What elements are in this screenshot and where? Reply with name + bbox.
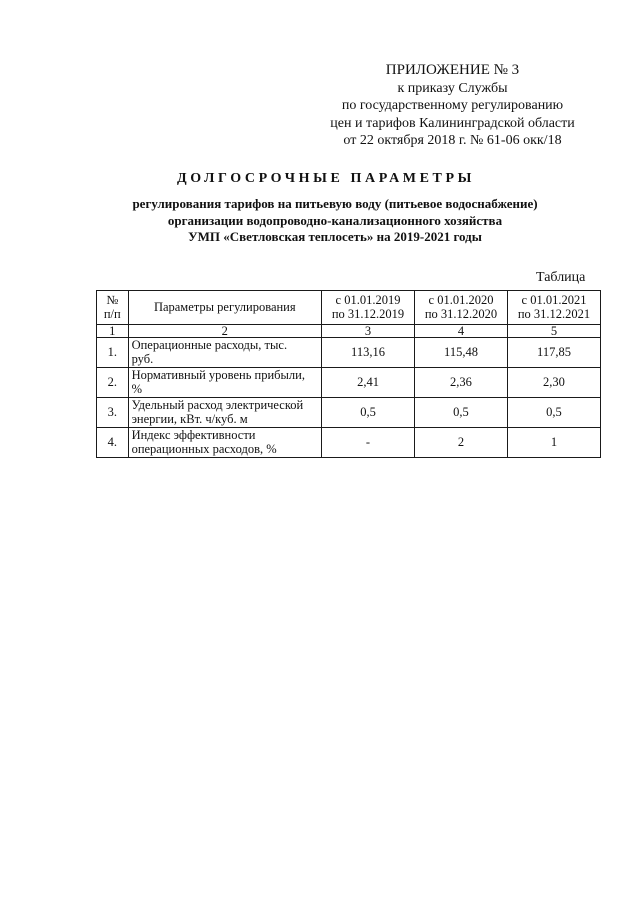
row-number: 4. — [97, 428, 129, 458]
header-period-2020 — [415, 291, 508, 325]
row-number: 1. — [97, 338, 129, 368]
value-2020: 2,36 — [415, 368, 508, 398]
value-2019: - — [322, 428, 415, 458]
appendix-block — [300, 62, 605, 150]
value-2020: 0,5 — [415, 398, 508, 428]
parameter-line-2: % — [131, 381, 142, 396]
value-2019: 0,5 — [322, 398, 415, 428]
table-row — [97, 338, 601, 368]
header-2021-from: с 01.01.2021 — [521, 293, 587, 307]
header-number-line-2: п/п — [103, 306, 121, 321]
index-cell: 4 — [415, 325, 508, 338]
index-cell: 3 — [322, 325, 415, 338]
row-number: 3. — [97, 398, 129, 428]
header-2020-from: с 01.01.2020 — [428, 293, 494, 307]
table-header-row — [97, 291, 601, 325]
document-title: ДОЛГОСРОЧНЫЕ ПАРАМЕТРЫ — [176, 171, 475, 186]
table-row — [97, 428, 601, 458]
header-number-line-1: № — [106, 293, 119, 307]
table-row — [97, 398, 601, 428]
header-parameters: Параметры регулирования — [128, 291, 321, 325]
header-2021-to: по 31.12.2021 — [517, 306, 591, 321]
appendix-order-line: к приказу Службы — [397, 80, 508, 96]
appendix-service-line: по государственному регулированию — [341, 98, 564, 113]
parameter-line-2: операционных расходов, % — [131, 441, 277, 456]
header-period-2021 — [507, 291, 600, 325]
value-2020: 2 — [415, 428, 508, 458]
subtitle-line-3: УМП «Светловская теплосеть» на 2019-2021 годы — [188, 229, 482, 244]
row-parameter — [128, 368, 321, 398]
header-2019-from: с 01.01.2019 — [335, 293, 401, 307]
subtitle-line-1: регулирования тарифов на питьевую воду (питьевое водоснабжение) — [132, 196, 538, 211]
subtitle-line-2: организации водопроводно-канализационного хозяйства — [167, 212, 503, 228]
value-2019: 113,16 — [322, 338, 415, 368]
header-number — [97, 291, 129, 325]
table-caption: Таблица — [536, 270, 586, 285]
document-subtitle — [0, 196, 640, 246]
parameter-line-1: Операционные расходы, тыс. — [131, 338, 288, 352]
appendix-date-line: от 22 октября 2018 г. № 61-06 окк/18 — [343, 133, 562, 148]
index-cell: 5 — [507, 325, 600, 338]
parameter-line-1: Нормативный уровень прибыли, — [131, 368, 305, 382]
index-cell: 2 — [128, 325, 321, 338]
row-parameter — [128, 338, 321, 368]
value-2021: 2,30 — [507, 368, 600, 398]
row-number: 2. — [97, 368, 129, 398]
value-2020: 115,48 — [415, 338, 508, 368]
table-index-row — [97, 325, 601, 338]
value-2019: 2,41 — [322, 368, 415, 398]
value-2021: 117,85 — [507, 338, 600, 368]
appendix-title: ПРИЛОЖЕНИЕ № 3 — [385, 62, 520, 78]
header-2019-to: по 31.12.2019 — [331, 306, 405, 321]
header-period-2019 — [322, 291, 415, 325]
parameter-line-2: энергии, кВт. ч/куб. м — [131, 411, 248, 426]
row-parameter — [128, 398, 321, 428]
value-2021: 0,5 — [507, 398, 600, 428]
parameter-line-2: руб. — [131, 351, 154, 366]
table-row — [97, 368, 601, 398]
appendix-region-line: цен и тарифов Калининградской области — [330, 115, 575, 131]
parameters-table — [96, 290, 601, 458]
value-2021: 1 — [507, 428, 600, 458]
index-cell: 1 — [97, 325, 129, 338]
header-2020-to: по 31.12.2020 — [424, 306, 498, 321]
parameter-line-1: Индекс эффективности — [131, 428, 256, 442]
row-parameter — [128, 428, 321, 458]
parameter-line-1: Удельный расход электрической — [131, 398, 304, 412]
